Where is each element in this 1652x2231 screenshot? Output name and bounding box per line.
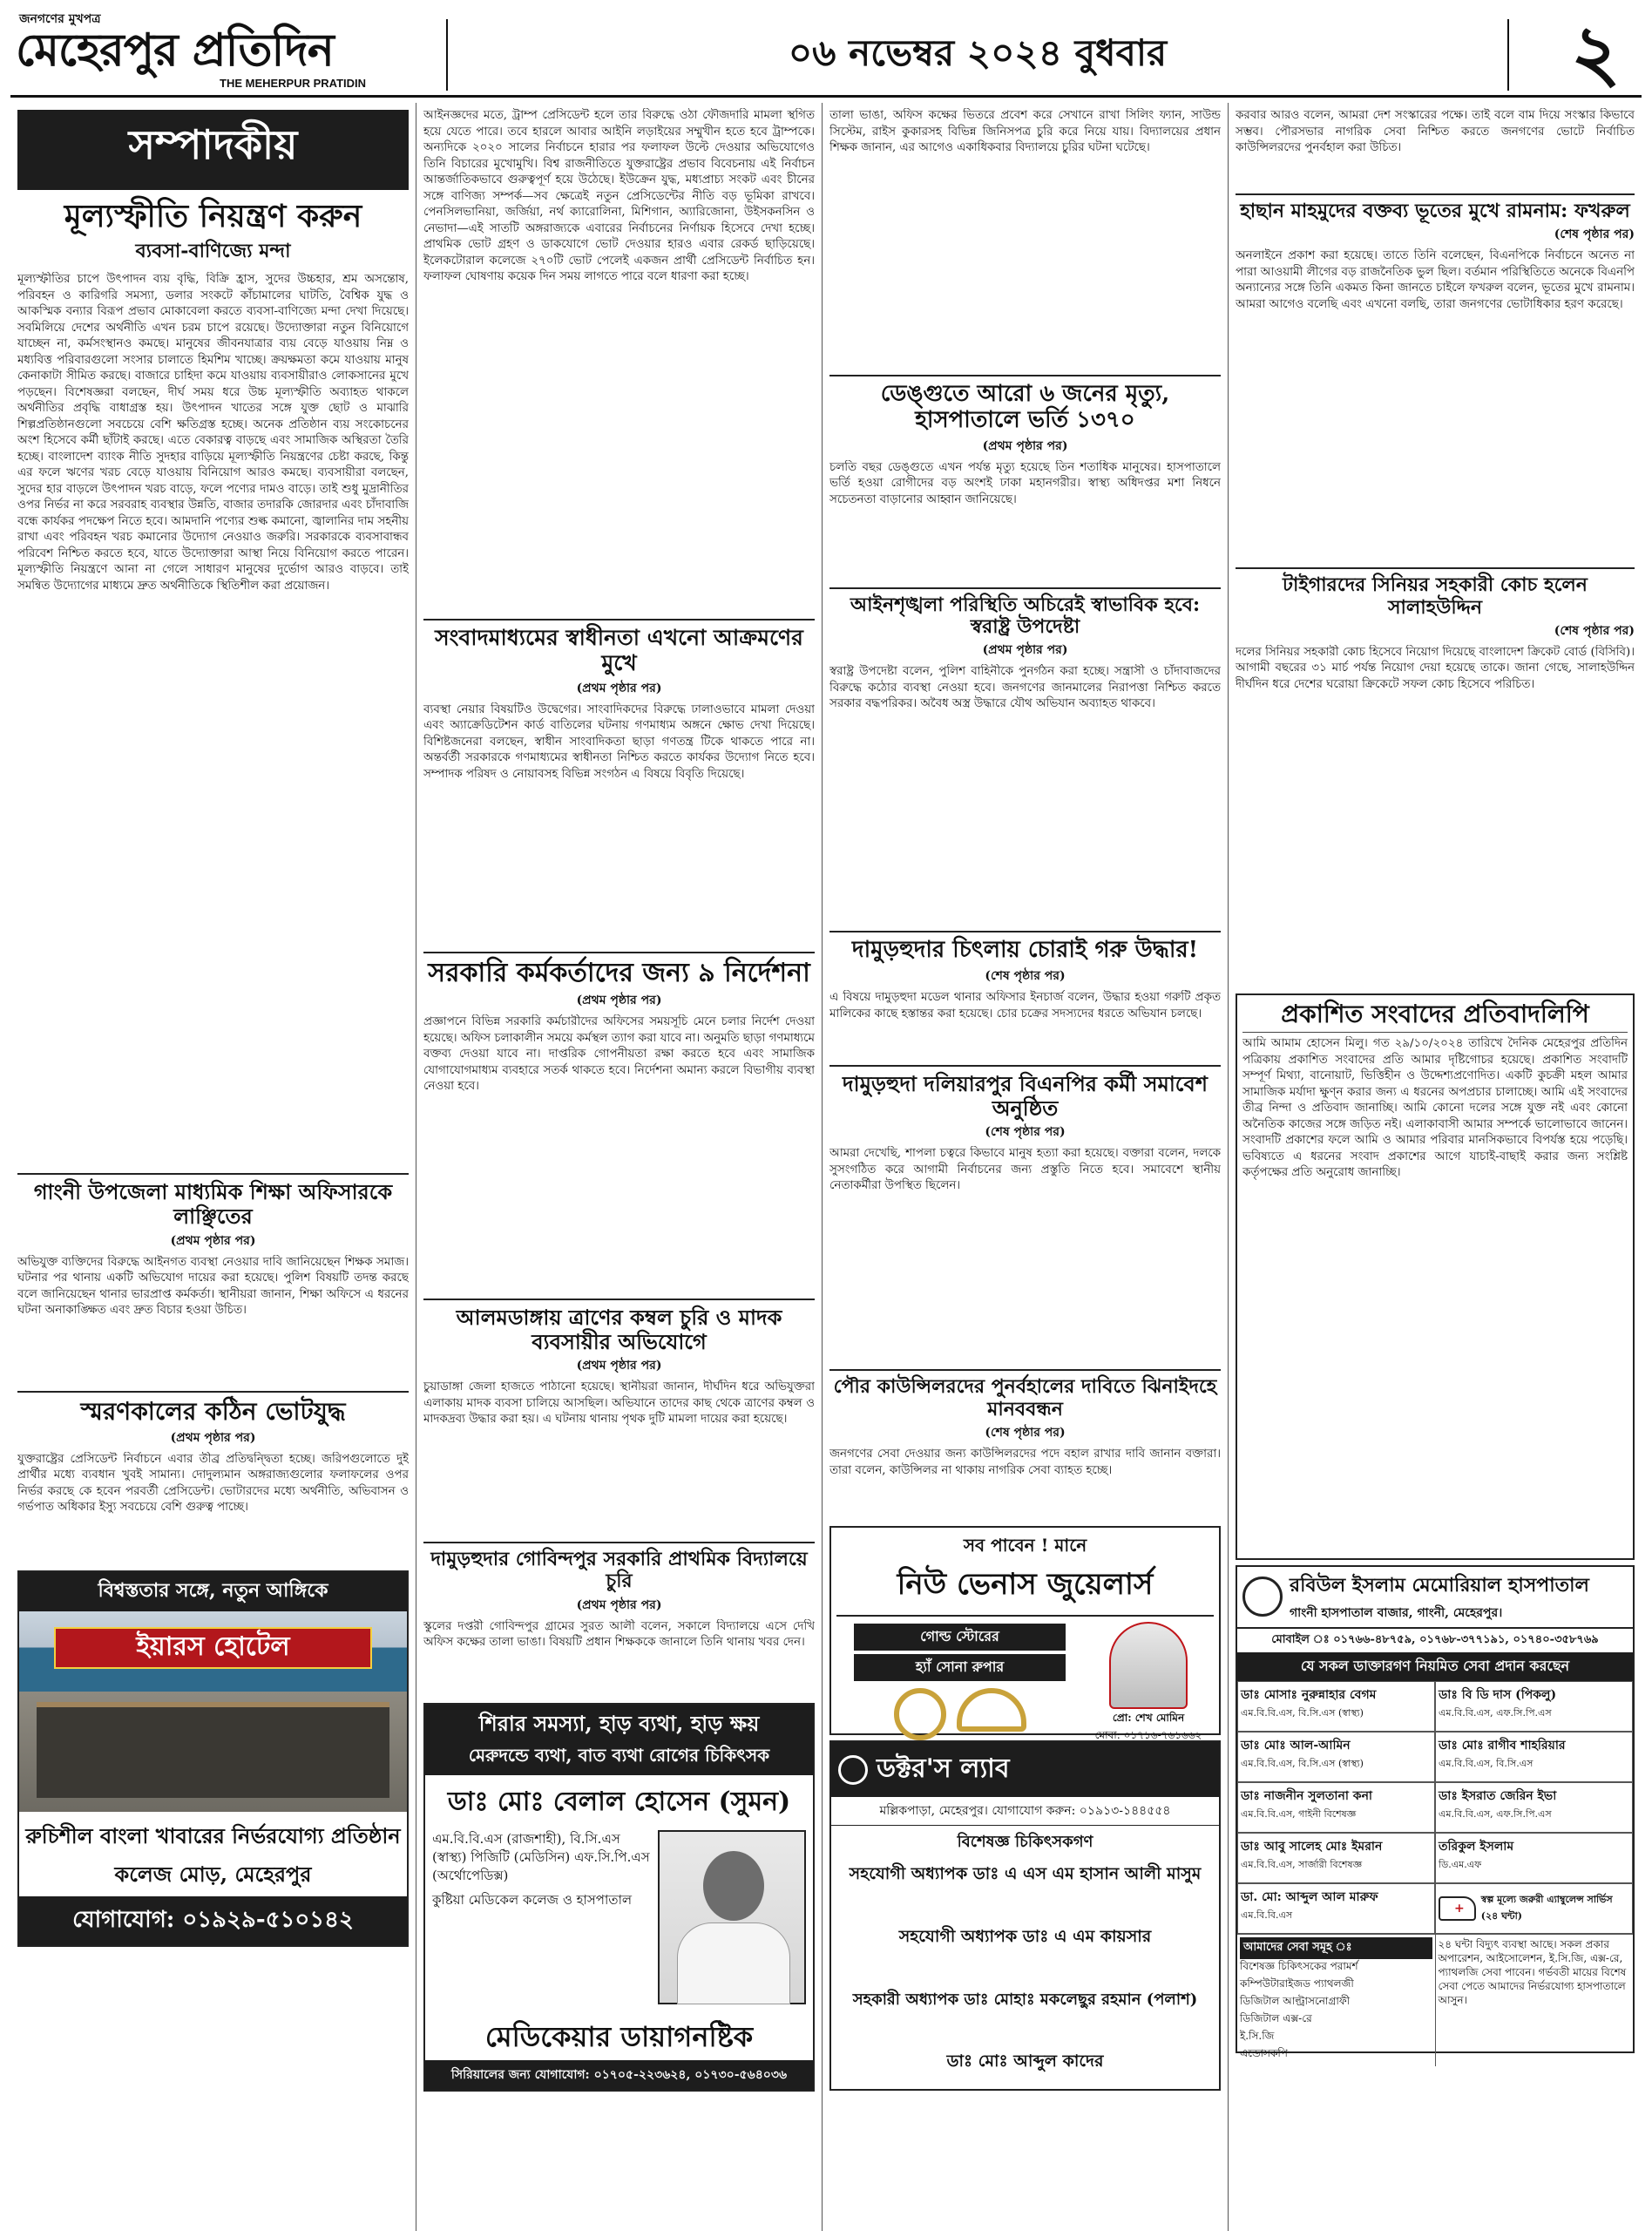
lab-doctor: সহযোগী অধ্যাপক ডাঃ এ এম কায়সার xyxy=(898,1927,1152,1947)
story-continuation: (প্রথম পৃষ্ঠার পর) xyxy=(170,1430,256,1445)
column-4 xyxy=(1229,103,1642,2231)
service-item: ডিজিটাল আল্ট্রাসনোগ্রাফী xyxy=(1240,1994,1351,2007)
jewellers-ad-top: সব পাবেন ! মানে xyxy=(963,1535,1087,1556)
doctor-ad-head xyxy=(425,1705,813,1775)
divider xyxy=(1242,1032,1628,1033)
protest-body: আমি আমাম হোসেন মিলু। গত ২৯/১০/২০২৪ তারিখে দৈনিক মেহেরপুর প্রতিদিন পত্রিকায় প্রকাশিত সংবাদের প্রতি আমার দৃষ্টিগোচর হয়েছে। প্রকাশিত সংবাদটি সম্পূর্ণ মিথ্যা, বানোয়াট, ভিত্তিহীন ও উদ্দেশ্যপ্রণোদিত। একটি কুচক্রী মহল আমার সামাজিক মর্যাদা ক্ষুণ্ন করার জন্য এ ধরনের অপপ্রচার চালাচ্ছে। আমি এই সংবাদের তীব্র নিন্দা ও প্রতিবাদ জানাচ্ছি। আমি কোনো দলের সঙ্গে যুক্ত নই এবং কোনো অনৈতিক কাজের সঙ্গে জড়িত নই। এলাকাবাসী আমার সম্পর্কে ভালোভাবে জানেন। সংবাদটি প্রকাশের ফলে আমি ও আমার পরিবার মানসিকভাবে বিপর্যস্ত হয়ে পড়েছি। ভবিষ্যতে এ ধরনের সংবাদ প্রকাশের আগে যাচাই-বাছাই করার জন্য সংশ্লিষ্ট কর্তৃপক্ষের প্রতি অনুরোধ জানাচ্ছি। xyxy=(1242,1037,1628,1180)
jewellers-line2: হ্যাঁ সোনা রুপার xyxy=(854,1654,1066,1681)
services-title: আমাদের সেবা সমূহ ঃ xyxy=(1240,1937,1432,1959)
doctor-name: তরিকুল ইসলাম xyxy=(1439,1839,1514,1854)
hospital-doctor xyxy=(1435,1782,1633,1833)
doctors-lab-ad xyxy=(829,1740,1221,2091)
story-body: স্কুলের দপ্তরী গোবিন্দপুর গ্রামের সুরত আলী বলেন, সকালে বিদ্যালয়ে এসে দেখি অফিস কক্ষের তালা ভাঙা। বিষয়টি প্রধান শিক্ষককে জানালে তিনি থানায় খবর দেন। xyxy=(423,1619,815,1650)
hospital-doctor xyxy=(1237,1883,1435,1934)
jewellers-phone: মোবা: ০১৭১৬-৭৬১৬৬২ xyxy=(1094,1729,1202,1742)
lab-doctor: সহকারী অধ্যাপক ডাঃ মোহাঃ মকলেছুর রহমান (পলাশ) xyxy=(852,1990,1198,2010)
jewellery-graphic xyxy=(836,1688,1083,1740)
doctor-degree: এম.বি.বি.এস, বি.সি.এস xyxy=(1439,1757,1534,1769)
lead-body: করবার আরও বলেন, আমরা দেশ সংস্কারের পক্ষে। তাই বলে বাম দিয়ে সংস্কার কিভাবে সম্ভব। পৌরসভার নাগরিক সেবা নিশ্চিত করতে জনগণের ভোটে নির্বাচিত কাউন্সিলরদের পুনর্বহাল করা উচিত। xyxy=(1236,109,1635,154)
story-body: আমরা দেখেছি, শাপলা চত্বরে কিভাবে মানুষ হত্যা করা হয়েছে। বক্তারা বলেন, দলকে সুসংগঠিত করে আগামী নির্বাচনের জন্য প্রস্তুতি নিতে হবে। সমাবেশে স্থানীয় নেতাকর্মীরা উপস্থিত ছিলেন। xyxy=(829,1147,1221,1193)
hospital-header xyxy=(1237,1567,1633,1629)
divider xyxy=(829,1369,1221,1371)
doctor-degree: এম.বি.বি.এস, সার্জারী বিশেষজ্ঞ xyxy=(1241,1858,1363,1870)
doctor-name: ডাঃ মোঃ আল-আমিন xyxy=(1241,1738,1351,1753)
service-item: ডিজিটাল এক্স-রে xyxy=(1240,2011,1312,2024)
doctor-name: ডা. মো: আব্দুল আল মারুফ xyxy=(1241,1889,1378,1904)
story-body: ব্যবস্থা নেয়ার বিষয়টিও উদ্বেগের। সাংবাদিকদের বিরুদ্ধে ঢালাওভাবে মামলা দেওয়া এবং অ্যাক্রেডিটেশন কার্ড বাতিলের ঘটনায় গণমাধ্যম অঙ্গনে ক্ষোভ দেখা দিয়েছে। বিশিষ্টজনেরা বলছেন, স্বাধীন সাংবাদিকতা ছাড়া গণতন্ত্র টিকে থাকতে পারে না। অন্তর্বর্তী সরকারকে গণমাধ্যমের স্বাধীনতা নিশ্চিত করতে কার্যকর উদ্যোগ নিতে হবে। সম্পাদক পরিষদ ও নোয়াবসহ বিভিন্ন সংগঠন এ বিষয়ে বিবৃতি দিয়েছে। xyxy=(423,702,815,781)
jewellers-ad-left xyxy=(836,1622,1083,1746)
story-continuation: (শেষ পৃষ্ঠার পর) xyxy=(985,1426,1066,1441)
story-continuation: (প্রথম পৃষ্ঠার পর) xyxy=(982,438,1068,453)
lab-doctor: সহযোগী অধ্যাপক ডাঃ এ এস এম হাসান আলী মাসুম xyxy=(849,1864,1202,1884)
doctor-college: কুষ্টিয়া মেডিকেল কলেজ ও হাসপাতাল xyxy=(432,1891,633,1908)
jewellers-ad-right xyxy=(1083,1622,1214,1746)
hotel-ad-line: রুচিশীল বাংলা খাবারের নির্ভরযোগ্য প্রতিষ্ঠান xyxy=(25,1822,401,1848)
hospital-services xyxy=(1237,1935,1435,2066)
doctor-ad-name: ডাঃ মোঃ বেলাল হোসেন (সুমন) xyxy=(447,1786,791,1817)
hospital-logo-icon xyxy=(1242,1577,1283,1617)
story-body: চুয়াডাঙ্গা জেলা হাজতে পাঠানো হয়েছে। স্থানীয়রা জানান, দীর্ঘদিন ধরে অভিযুক্তরা এলাকায় মাদক ব্যবসা চালিয়ে আসছিল। অভিযানে তাদের কাছ থেকে ত্রাণের কম্বল ও মাদকদ্রব্য উদ্ধার করা হয়। এ ঘটনায় থানায় পৃথক দুটি মামলা দায়ের করা হয়েছে। xyxy=(423,1380,815,1427)
editorial-banner xyxy=(17,110,409,190)
page-number: ২ xyxy=(1570,7,1621,98)
doctor-ad-line1: শিরার সমস্যা, হাড় ব্যথা, হাড় ক্ষয় xyxy=(478,1710,760,1736)
doctor-ad-line2: মেরুদন্ডে ব্যথা, বাত ব্যথা রোগের চিকিৎসক xyxy=(468,1744,770,1766)
divider xyxy=(829,375,1221,376)
masthead xyxy=(10,7,1642,98)
story-title: দামুড়হুদার চিৎলায় চোরাই গরু উদ্ধার! xyxy=(851,937,1199,964)
story-title: পৌর কাউন্সিলরদের পুনর্বহালের দাবিতে ঝিনাইদহে মানববন্ধন xyxy=(833,1375,1217,1421)
services-note: ২৪ ঘন্টা বিদ্যুৎ ব্যবস্থা আছে। সকল প্রকার অপারেশন, আইসোলেশন, ই.সি.জি, এক্স-রে, প্যাথলজি সেবা পাবেন। গর্ভবতী মায়ের বিশেষ সেবা পেতে আমাদের নির্ভরযোগ্য হাসপাতালে আসুন। xyxy=(1435,1935,1634,2066)
divider xyxy=(17,1173,409,1175)
masthead-tagline: জনগণের মুখপত্র xyxy=(19,12,101,26)
lab-header xyxy=(831,1742,1219,1797)
protest-title: প্রকাশিত সংবাদের প্রতিবাদলিপি xyxy=(1281,999,1589,1028)
story-body: চলতি বছর ডেঙ্গুতে এখন পর্যন্ত মৃত্যু হয়েছে তিন শতাধিক মানুষের। হাসপাতালে ভর্তি হওয়া রোগীদের বড় অংশই ঢাকা মহানগরীর। স্বাস্থ্য অধিদপ্তর মশা নিধনে সচেতনতা বাড়ানোর আহ্বান জানিয়েছে। xyxy=(829,460,1221,506)
doctor-degree: এম.বি.বি.এস xyxy=(1241,1909,1293,1921)
masthead-date: ০৬ নভেম্বর ২০২৪ বুধবার xyxy=(788,31,1168,74)
hotel-sign xyxy=(54,1627,372,1669)
hospital-ad xyxy=(1236,1565,1635,2059)
story-title: দামুড়হুদা দলিয়ারপুর বিএনপির কর্মী সমাবেশ অনুষ্ঠিত xyxy=(843,1071,1208,1121)
hospital-doctor xyxy=(1237,1732,1435,1782)
doctor-degree: এম.বি.বি.এস, এফ.সি.পি.এস xyxy=(1439,1706,1552,1719)
column-2 xyxy=(416,103,823,2231)
editorial-body: মূল্যস্ফীতির চাপে উৎপাদন ব্যয় বৃদ্ধি, বিক্রি হ্রাস, সুদের উচ্চহার, শ্রম অসন্তোষ, পরিবহন ও কারিগরি সমস্যা, ডলার সংকটে কাঁচামালের ঘাটতি, বৈশ্বিক যুদ্ধ ও আকস্মিক বন্যার বিরূপ প্রভাব মোকাবেলা করতে ব্যবসা-বাণিজ্যে মন্দা দেখা দিয়েছে। সবমিলিয়ে দেশের অর্থনীতি এখন চরম চাপে রয়েছে। উদ্যোক্তারা নতুন বিনিয়োগে যাচ্ছেন না, কর্মসংস্থানও কমছে। মানুষের জীবনযাত্রার ব্যয় বেড়ে যাওয়ায় নিম্ন ও মধ্যবিত্ত পরিবারগুলো সংসার চালাতে হিমশিম খাচ্ছে। ক্রয়ক্ষমতা কমে যাওয়ায় মানুষ কেনাকাটা সীমিত করছে। বাজারে চাহিদা কমে যাওয়ায় ব্যবসায়ীরাও লোকসানের মুখে পড়ছেন। বিশেষজ্ঞরা বলছেন, দীর্ঘ সময় ধরে উচ্চ মূল্যস্ফীতি অব্যাহত থাকলে অর্থনীতির প্রবৃদ্ধি বাধাগ্রস্ত হয়। উৎপাদন খাতের সঙ্গে যুক্ত ছোট ও মাঝারি শিল্পপ্রতিষ্ঠানগুলো সবচেয়ে বেশি ক্ষতিগ্রস্ত হচ্ছে। অনেক প্রতিষ্ঠান ব্যয় সংকোচনের অংশ হিসেবে কর্মী ছাঁটাই করছে। এতে বেকারত্ব বাড়ছে এবং সামাজিক অস্থিরতা তৈরি হচ্ছে। বাংলাদেশ ব্যাংক নীতি সুদহার বাড়িয়ে মূল্যস্ফীতি নিয়ন্ত্রণের চেষ্টা করছে, কিন্তু এর ফলে ঋণের খরচ বেড়ে যাওয়ায় বিনিয়োগ আরও কমছে। ব্যবসায়ীরা বলছেন, সুদের হার বাড়লে উৎপাদন খরচ বাড়ে, ফলে পণ্যের দামও বাড়ে। তাই শুধু মুদ্রানীতির ওপর নির্ভর না করে সরবরাহ ব্যবস্থার উন্নতি, বাজার তদারকি জোরদার এবং চাঁদাবাজি বন্ধে কার্যকর পদক্ষেপ নিতে হবে। আমদানি পণ্যের শুল্ক কমানো, জ্বালানির দাম সহনীয় রাখা এবং পরিবহন খরচ কমানোর উদ্যোগ নেওয়াও জরুরি। সরকারকে ব্যবসাবান্ধব পরিবেশ নিশ্চিত করতে হবে, যাতে উদ্যোক্তারা আস্থা নিয়ে বিনিয়োগ করতে পারেন। মূল্যস্ফীতি নিয়ন্ত্রণে আনা না গেলে সাধারণ মানুষের দুর্ভোগ আরও বাড়বে। তাই সমন্বিত উদ্যোগের মাধ্যমে দ্রুত অর্থনীতিকে স্থিতিশীল করা প্রয়োজন। xyxy=(17,273,409,593)
divider xyxy=(1236,567,1635,569)
doctor-degree: এম.বি.বি.এস, বি.সি.এস (স্বাস্থ্য) xyxy=(1241,1706,1364,1719)
lab-address: মল্লিকপাড়া, মেহেরপুর। যোগাযোগ করুন: ০১৯১৩-১৪৪৫৫৪ xyxy=(831,1797,1219,1826)
divider xyxy=(1236,193,1635,195)
hotel-sign-text: ইয়ারস হোটেল xyxy=(136,1631,290,1663)
story-body: এ বিষয়ে দামুড়হুদা মডেল থানার অফিসার ইনচার্জ বলেন, উদ্ধার হওয়া গরুটি প্রকৃত মালিকের কাছে হস্তান্তর করা হয়েছে। চোর চক্রের সদস্যদের ধরতে অভিযান চলছে। xyxy=(829,991,1221,1021)
divider xyxy=(423,1299,815,1300)
story-continuation: (শেষ পৃষ্ঠার পর) xyxy=(985,969,1066,984)
hotel-ad-address: কলেজ মোড়, মেহেরপুর xyxy=(114,1861,312,1887)
story-continuation: (প্রথম পৃষ্ঠার পর) xyxy=(170,1233,256,1248)
lead-body: তালা ভাঙা, অফিস কক্ষের ভিতরে প্রবেশ করে সেখানে রাখা সিলিং ফ্যান, সাউন্ড সিস্টেম, রাইস কুকারসহ বিভিন্ন জিনিসপত্র চুরি করে নিয়ে যায়। বিদ্যালয়ের প্রধান শিক্ষক জানান, এর আগেও একাধিকবার বিদ্যালয়ে চুরির ঘটনা ঘটেছে। xyxy=(829,109,1221,154)
hospital-doctor xyxy=(1435,1833,1633,1883)
hospital-name: রবিউল ইসলাম মেমোরিয়াল হাসপাতাল xyxy=(1290,1573,1589,1597)
doctor-degree: ডি.এম.এফ xyxy=(1439,1858,1482,1870)
lab-name: ডক্টর'স ল্যাব xyxy=(877,1753,1010,1785)
story-title: সরকারি কর্মকর্তাদের জন্য ৯ নির্দেশনা xyxy=(428,957,810,988)
story-title: আইনশৃঙ্খলা পরিস্থিতি অচিরেই স্বাভাবিক হবে: স্বরাষ্ট্র উপদেষ্টা xyxy=(850,593,1201,639)
doctor-name: ডাঃ মোঃ রাগীব শাহরিয়ার xyxy=(1439,1738,1566,1753)
doctor-name: ডাঃ আবু সালেহ মোঃ ইমরান xyxy=(1241,1839,1383,1854)
editorial-subtitle: ব্যবসা-বাণিজ্যে মন্দা xyxy=(135,240,291,263)
hospital-doctor xyxy=(1237,1782,1435,1833)
hospital-doctor-grid xyxy=(1237,1681,1633,1934)
proprietor-photo xyxy=(1109,1622,1188,1709)
story-title: হাছান মাহমুদের বক্তব্য ভূতের মুখে রামনাম: ফখরুল xyxy=(1240,200,1630,222)
doctor-name: ডাঃ নাজনীন সুলতানা কনা xyxy=(1241,1788,1372,1803)
divider xyxy=(423,619,815,620)
jewellers-name: নিউ ভেনাস জুয়েলার্স xyxy=(836,1562,1214,1617)
divider xyxy=(829,1065,1221,1067)
divider xyxy=(829,931,1221,932)
doctor-degree: এম.বি.বি.এস, এফ.সি.পি.এস xyxy=(1439,1807,1552,1820)
service-item: ই.সি.জি xyxy=(1240,2029,1275,2042)
story-continuation: (প্রথম পৃষ্ঠার পর) xyxy=(576,1597,662,1612)
doctor-degree: এম.বি.বি.এস, গাইনী বিশেষজ্ঞ xyxy=(1241,1807,1357,1820)
hospital-doctor xyxy=(1237,1681,1435,1732)
story-continuation: (শেষ পৃষ্ঠার পর) xyxy=(985,1125,1066,1140)
doctor-name: ডাঃ মোসাঃ নুরুন্নাহার বেগম xyxy=(1241,1687,1377,1702)
doctor-degree: এম.বি.বি.এস, বি.সি.এস (স্বাস্থ্য) xyxy=(1241,1757,1364,1769)
story-continuation: (প্রথম পৃষ্ঠার পর) xyxy=(576,1359,662,1373)
hospital-doctor xyxy=(1237,1833,1435,1883)
lead-body: আইনজ্ঞদের মতে, ট্রাম্প প্রেসিডেন্ট হলে তার বিরুদ্ধে ওঠা ফৌজদারি মামলা স্থগিত হয়ে যেতে পারে। তবে হারলে আবার আইনি লড়াইয়ের সম্মুখীন হতে হবে ট্রাম্পকে। অন্যদিকে ২০২০ সালের নির্বাচনে হারার পর ফলাফল উল্টে দেওয়ার অভিযোগেও তিনি বিচারের মুখোমুখি। বিশ্ব রাজনীতিতে যুক্তরাষ্ট্রের প্রভাব বিবেচনায় এই নির্বাচন আন্তর্জাতিকভাবে গুরুত্বপূর্ণ হয়ে উঠেছে। ইউক্রেন যুদ্ধ, মধ্যপ্রাচ্য সংকট এবং চীনের সঙ্গে বাণিজ্য সম্পর্ক—সব ক্ষেত্রেই নতুন প্রেসিডেন্টের নীতি বড় ভূমিকা রাখবে। পেনসিলভানিয়া, জর্জিয়া, নর্থ ক্যারোলিনা, মিশিগান, অ্যারিজোনা, উইসকনসিন ও নেভাদা—এই সাতটি অঙ্গরাজ্যকে এবারের নির্বাচনের নির্ণায়ক হিসেবে দেখা হচ্ছে। প্রাথমিক ভোট গ্রহণ ও ডাকযোগে ভোট দেওয়ার হারও এবার রেকর্ড ছাড়িয়েছে। ইলেকটোরাল কলেজে ২৭০টি ভোট পেলেই একজন প্রার্থী প্রেসিডেন্ট নির্বাচিত হন। ফলাফল ঘোষণায় কয়েক দিন সময় লাগতে পারে বলে ধারণা করা হচ্ছে। xyxy=(423,109,815,283)
story-title: আলমডাঙ্গায় ত্রাণের কম্বল চুরি ও মাদক ব্যবসায়ীর অভিযোগে xyxy=(456,1305,782,1354)
story-title: ডেঙ্গুতে আরো ৬ জনের মৃত্যু, হাসপাতালে ভর্তি ১৩৭০ xyxy=(880,381,1170,433)
hospital-doctor xyxy=(1435,1732,1633,1782)
doctor-ad-content xyxy=(425,1830,813,2004)
hospital-doctor xyxy=(1435,1681,1633,1732)
doctor-name: ডাঃ বি ডি দাস (পিকলু) xyxy=(1439,1687,1557,1702)
doctor-photo xyxy=(658,1830,806,2004)
service-item: এন্ডোসকপি xyxy=(1240,2046,1288,2059)
column-3 xyxy=(823,103,1229,2231)
story-title: দামুড়হুদার গোবিন্দপুর সরকারি প্রাথমিক বিদ্যালয়ে চুরি xyxy=(430,1548,808,1593)
divider xyxy=(829,587,1221,589)
service-item: কম্পিউটারাইজড প্যাথলজী xyxy=(1240,1977,1354,1990)
hotel-ad-top: বিশ্বস্ততার সঙ্গে, নতুন আঙ্গিকে xyxy=(19,1572,407,1611)
doctor-degrees: এম.বি.বি.এস (রাজশাহী), বি.সি.এস (স্বাস্থ্য) পিজিটি (মেডিসিন) এফ.সি.পি.এস (অর্থোপেডিক্স) xyxy=(432,1830,650,1883)
doctor-clinic: মেডিকেয়ার ডায়াগনষ্টিক xyxy=(484,2019,754,2053)
story-continuation: (প্রথম পৃষ্ঠার পর) xyxy=(982,643,1068,658)
story-continuation: (শেষ পৃষ্ঠার পর) xyxy=(1554,623,1635,638)
lab-doctor: ডাঃ মোঃ আব্দুল কাদের xyxy=(946,2051,1104,2072)
story-body: দলের সিনিয়র সহকারী কোচ হিসেবে নিয়োগ দিয়েছে বাংলাদেশ ক্রিকেট বোর্ড (বিসিবি)। আগামী বছরের ৩১ মার্চ পর্যন্ত নিয়োগ দেয়া হয়েছে তাকে। জানা গেছে, সালাহউদ্দিন দীর্ঘদিন ধরে দেশের ঘরোয়া ক্রিকেটে সফল কোচ হিসেবে পরিচিত। xyxy=(1236,645,1635,691)
lab-specialists-title: বিশেষজ্ঞ চিকিৎসকগণ xyxy=(957,1833,1093,1852)
hospital-band: যে সকল ডাক্তারগণ নিয়মিত সেবা প্রদান করছেন xyxy=(1237,1652,1633,1681)
hotel-ad xyxy=(17,1570,409,1947)
story-body: প্রজ্ঞাপনে বিভিন্ন সরকারি কর্মচারীদের অফিসের সময়সূচি মেনে চলার নির্দেশ দেওয়া হয়েছে। অফিস চলাকালীন সময়ে কর্মস্থল ত্যাগ করা যাবে না। অনুমতি ছাড়া গণমাধ্যমে বক্তব্য দেওয়া যাবে না। দাপ্তরিক গোপনীয়তা রক্ষা করতে হবে এবং সামাজিক যোগাযোগমাধ্যম ব্যবহারে সতর্ক থাকতে হবে। নির্দেশনা অমান্য করলে বিভাগীয় ব্যবস্থা নেওয়া হবে। xyxy=(423,1015,815,1093)
divider xyxy=(423,952,815,953)
jewellers-line1: গোল্ড স্টোরের xyxy=(854,1624,1066,1651)
story-continuation: (শেষ পৃষ্ঠার পর) xyxy=(1554,227,1635,242)
story-continuation: (প্রথম পৃষ্ঠার পর) xyxy=(576,993,662,1007)
hotel-photo xyxy=(19,1611,407,1812)
story-body: অনলাইনে প্রকাশ করা হয়েছে। তাতে তিনি বলেছেন, বিএনপিকে নির্বাচনে অনেত না পারা আওয়ামী লীগের বড় রাজনৈতিক ভুল ছিল। বর্তমান পরিস্থিতিতে অনেকে বিএনপি অন্যান্যের সঙ্গে তিনি একমত কিনা জানতে চাইলে ফখরুল বলেন, ভূতের মুখে রামনাম। আমরা আগেও বলেছি এবং এখনো বলছি, তারা জনগণের ভোটাধিকার হরণ করেছে। xyxy=(1236,249,1635,311)
doctor-ad-text xyxy=(432,1830,658,2004)
column-1 xyxy=(10,103,416,2231)
masthead-date-box xyxy=(446,19,1509,91)
lab-logo-icon xyxy=(838,1755,868,1785)
hotel-ad-phone: যোগাযোগ: ০১৯২৯-৫১০১৪২ xyxy=(19,1896,407,1945)
story-body: অভিযুক্ত ব্যক্তিদের বিরুদ্ধে আইনগত ব্যবস্থা নেওয়ার দাবি জানিয়েছেন শিক্ষক সমাজ। ঘটনার পর থানায় একটি অভিযোগ দায়ের করা হয়েছে। পুলিশ বিষয়টি তদন্ত করছে বলে জানিয়েছেন থানার ভারপ্রাপ্ত কর্মকর্তা। স্থানীয়রা জানান, শিক্ষা অফিসে এ ধরনের ঘটনা অনাকাঙ্ক্ষিত এবং দ্রুত বিচার হওয়া উচিত। xyxy=(17,1255,409,1318)
story-body: যুক্তরাষ্ট্রের প্রেসিডেন্ট নির্বাচনে এবার তীব্র প্রতিদ্বন্দ্বিতা হচ্ছে। জরিপগুলোতে দুই প্রার্থীর মধ্যে ব্যবধান খুবই সামান্য। দোদুল্যমান অঙ্গরাজ্যগুলোর ফলাফলের ওপর নির্ভর করছে কে হবেন পরবর্তী প্রেসিডেন্ট। ভোটারদের মধ্যে অর্থনীতি, অভিবাসন ও গর্ভপাত অধিকার ইস্যু সবচেয়ে বেশি গুরুত্ব পাচ্ছে। xyxy=(17,1452,409,1515)
editorial-banner-text: সম্পাদকীয় xyxy=(128,121,298,168)
hotel-interior xyxy=(37,1702,389,1798)
story-continuation: (প্রথম পৃষ্ঠার পর) xyxy=(576,681,662,695)
jewellers-ad-content xyxy=(836,1622,1214,1746)
story-title: টাইগারদের সিনিয়র সহকারী কোচ হলেন সালাহউদ্দিন xyxy=(1283,573,1588,619)
ambulance-text: স্বল্প মূল্যে জরুরী এ্যাম্বুলেন্স সার্ভিস (২৪ ঘন্টা) xyxy=(1480,1893,1613,1922)
hospital-phone: মোবাইল ঃ ০১৭৬৬-৪৮৭৫৯, ০১৭৬৮-৩৭৭১৯১, ০১৭৪০-৩৫৮৭৬৯ xyxy=(1271,1632,1599,1646)
editorial-title: মূল্যস্ফীতি নিয়ন্ত্রণ করুন xyxy=(64,198,362,234)
story-body: জনগণের সেবা দেওয়ার জন্য কাউন্সিলরদের পদে বহাল রাখার দাবি জানান বক্তারা। তারা বলেন, কাউন্সিলর না থাকায় নাগরিক সেবা ব্যাহত হচ্ছে। xyxy=(829,1448,1221,1477)
story-title: গাংনী উপজেলা মাধ্যমিক শিক্ষা অফিসারকে লাঞ্ছিতের xyxy=(33,1179,393,1229)
service-item: বিশেষজ্ঞ চিকিৎসকের পরামর্শ xyxy=(1240,1959,1358,1972)
story-title: স্মরণকালের কঠিন ভোটযুদ্ধ xyxy=(80,1396,346,1426)
jewellers-proprietor: প্রো: শেখ মোমিন xyxy=(1112,1712,1185,1725)
ambulance-box xyxy=(1435,1883,1633,1934)
hospital-address: গাংনী হাসপাতাল বাজার, গাংনী, মেহেরপুর। xyxy=(1290,1605,1503,1620)
story-body: স্বরাষ্ট্র উপদেষ্টা বলেন, পুলিশ বাহিনীকে পুনর্গঠন করা হচ্ছে। সন্ত্রাসী ও চাঁদাবাজদের বিরুদ্ধে কঠোর ব্যবস্থা নেওয়া হবে। জনগণের জানমালের নিরাপত্তা নিশ্চিত করতে সরকার বদ্ধপরিকর। অবৈধ অস্ত্র উদ্ধারে যৌথ অভিযান অব্যাহত থাকবে। xyxy=(829,665,1221,711)
divider xyxy=(17,1391,409,1393)
doctor-ad xyxy=(423,1703,815,2092)
doctor-ad-serial: সিরিয়ালের জন্য যোগাযোগ: ০১৭০৫-২২৩৬২৪, ০১৭৩০-৫৬৪০৩৬ xyxy=(425,2060,813,2090)
masthead-name-en: THE MEHERPUR PRATIDIN xyxy=(220,77,367,90)
story-title: সংবাদমাধ্যমের স্বাধীনতা এখনো আক্রমণের মুখে xyxy=(435,625,803,675)
masthead-name: মেহেরপুর প্রতিদিন xyxy=(16,24,334,77)
divider xyxy=(423,1542,815,1543)
doctor-name: ডাঃ ইসরাত জেরিন ইভা xyxy=(1439,1788,1557,1803)
jewellers-ad xyxy=(829,1526,1221,1742)
protest-box xyxy=(1236,993,1635,1560)
hospital-services-row xyxy=(1237,1934,1633,2066)
ambulance-icon: + xyxy=(1439,1896,1476,1921)
